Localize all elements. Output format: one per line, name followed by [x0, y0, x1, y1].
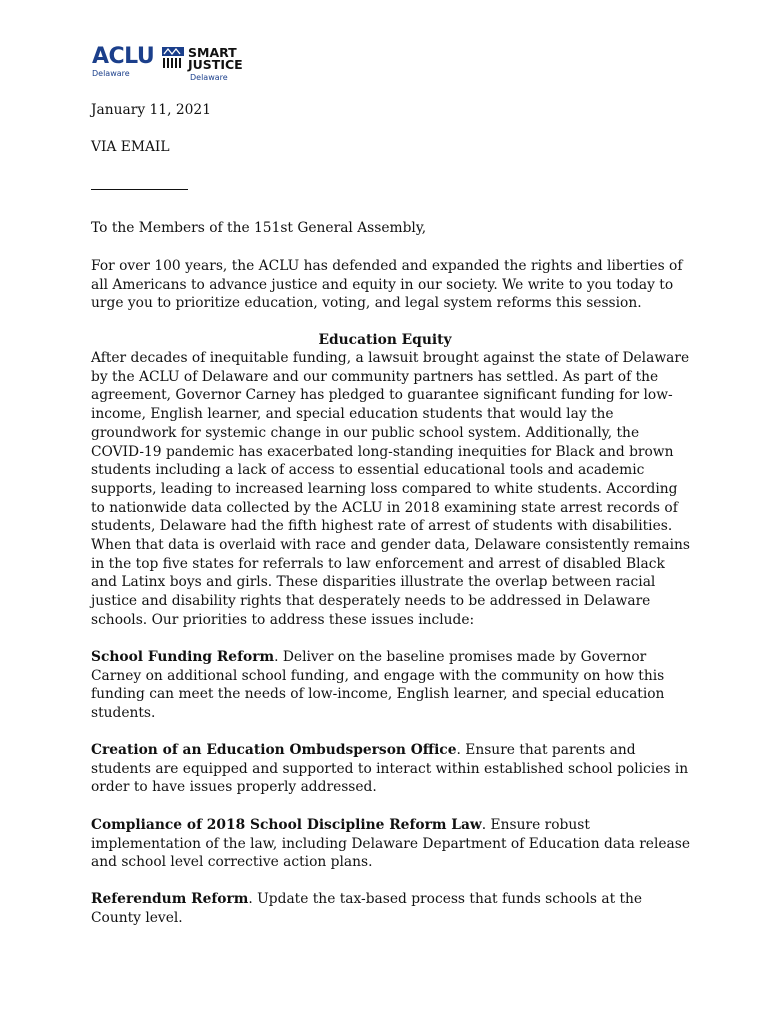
priority-text: . Ensure robust implementation of the law, including Delaware Department of Education data release and school level corrective action plans. [91, 817, 691, 871]
priority-title: Referendum Reform [91, 891, 249, 907]
priority-title: School Funding Reform [91, 649, 275, 665]
priority-text: . Deliver on the baseline promises made by Governor Carney on additional school funding, and engage with the community on how this funding can meet the needs of low-income, English learner, and special education students. [91, 649, 665, 722]
smart-justice-line2: JUSTICE [188, 57, 243, 72]
aclu-logo-state: Delaware [92, 69, 130, 78]
section-heading-education-equity: Education Equity [318, 332, 452, 348]
smart-justice-icon [162, 47, 184, 69]
aclu-logo [92, 46, 154, 78]
delivery-method: VIA EMAIL [91, 139, 170, 155]
education-equity-paragraph: After decades of inequitable funding, a lawsuit brought against the state of Delaware by the ACLU of Delaware and our community partners has settled. As part of the agreement, Governor Carney has pledged to guarantee significant funding for low-income, English learner, and special education students that would lay the groundwork for systemic change in our public school system. Additionally, the COVID-19 pandemic has exacerbated long-standing inequities for Black and brown students including a lack of access to essential educational tools and academic supports, leading to increased learning loss compared to white students. According to nationwide data collected by the ACLU in 2018 examining state arrest records of students, Delaware had the fifth highest rate of arrest of students with disabilities. When that data is overlaid with race and gender data, Delaware consistently remains in the top five states for referrals to law enforcement and arrest of disabled Black and Latinx boys and girls. These disparities illustrate the overlap between racial justice and disability rights that desperately needs to be addressed in Delaware schools. Our priorities to address these issues include: [91, 350, 690, 628]
signature-divider [91, 189, 188, 190]
priority-title: Compliance of 2018 School Discipline Reform Law [91, 817, 482, 833]
priority-ombudsperson [91, 741, 691, 797]
aclu-logo-mark: ACLU [92, 44, 155, 69]
priority-discipline-law [91, 816, 691, 872]
smart-justice-state: Delaware [190, 73, 228, 82]
smart-justice-line1: SMART [188, 45, 237, 60]
letter-date: January 11, 2021 [91, 102, 211, 118]
priority-title: Creation of an Education Ombudsperson Office [91, 742, 457, 758]
priority-school-funding [91, 648, 691, 723]
priority-text: . Ensure that parents and students are equipped and supported to interact within established school policies in order to have issues properly addressed. [91, 742, 689, 796]
salutation: To the Members of the 151st General Assembly, [91, 220, 427, 236]
priority-referendum [91, 890, 691, 927]
smart-justice-wordmark [188, 47, 243, 71]
priority-text: . Update the tax-based process that funds schools at the County level. [91, 891, 643, 926]
intro-paragraph: For over 100 years, the ACLU has defended and expanded the rights and liberties of all Americans to advance justice and equity in our society. We write to you today to urge you to prioritize education, voting, and legal system reforms this session. [91, 258, 683, 312]
